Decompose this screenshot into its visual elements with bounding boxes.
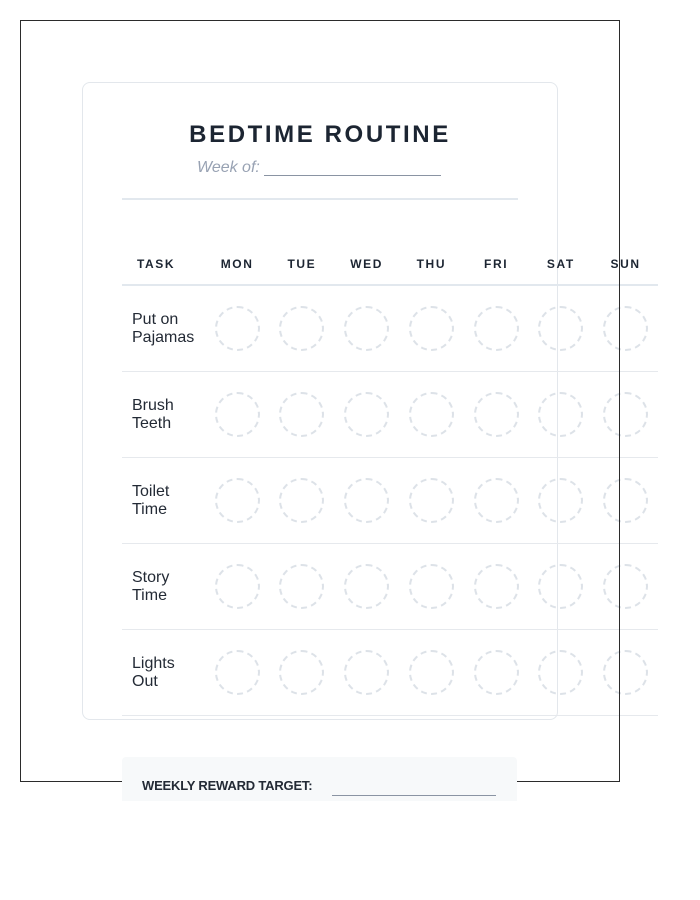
check-circle-sat[interactable] — [538, 478, 583, 523]
cell-wed — [334, 650, 399, 695]
cell-sat — [528, 650, 593, 695]
cell-thu — [399, 392, 464, 437]
check-circle-fri[interactable] — [474, 478, 519, 523]
check-circle-wed[interactable] — [344, 478, 389, 523]
cell-tue — [269, 392, 334, 437]
check-circle-wed[interactable] — [344, 564, 389, 609]
task-label — [122, 311, 205, 347]
check-circle-sun[interactable] — [603, 306, 648, 351]
column-header-mon: MON — [220, 257, 254, 271]
cell-sun — [593, 306, 658, 351]
check-circle-wed[interactable] — [344, 306, 389, 351]
check-circle-sun[interactable] — [603, 392, 648, 437]
cell-tue — [269, 650, 334, 695]
column-header-sat: SAT — [546, 257, 575, 271]
check-circle-mon[interactable] — [215, 564, 260, 609]
task-label-line2: Out — [132, 672, 158, 690]
task-label-line1: Story — [132, 568, 170, 586]
check-circle-fri[interactable] — [474, 650, 519, 695]
task-label-line1: Toilet — [132, 482, 170, 500]
check-circle-mon[interactable] — [215, 478, 260, 523]
check-circle-tue[interactable] — [279, 650, 324, 695]
check-circle-sat[interactable] — [538, 392, 583, 437]
cell-wed — [334, 478, 399, 523]
check-circle-sat[interactable] — [538, 564, 583, 609]
check-circle-mon[interactable] — [215, 306, 260, 351]
cell-wed — [334, 306, 399, 351]
cell-mon — [205, 564, 270, 609]
check-circle-thu[interactable] — [409, 392, 454, 437]
cell-sat — [528, 564, 593, 609]
cell-thu — [399, 650, 464, 695]
check-circle-tue[interactable] — [279, 392, 324, 437]
task-label-line2: Time — [132, 500, 167, 518]
column-header-wed: WED — [350, 257, 383, 271]
check-circle-wed[interactable] — [344, 392, 389, 437]
cell-sun — [593, 392, 658, 437]
table-row — [122, 630, 658, 716]
cell-wed — [334, 392, 399, 437]
check-circle-tue[interactable] — [279, 306, 324, 351]
check-circle-tue[interactable] — [279, 478, 324, 523]
cell-sat — [528, 392, 593, 437]
check-circle-mon[interactable] — [215, 650, 260, 695]
table-header — [122, 244, 658, 286]
cell-sun — [593, 650, 658, 695]
task-label-line1: Brush — [132, 396, 174, 414]
page-title: BEDTIME ROUTINE — [189, 121, 451, 148]
weekly-reward-label: WEEKLY REWARD TARGET: — [142, 778, 313, 793]
cell-fri — [464, 478, 529, 523]
cell-sun — [593, 478, 658, 523]
check-circle-fri[interactable] — [474, 392, 519, 437]
routine-table — [122, 244, 658, 716]
task-label — [122, 483, 205, 519]
cell-thu — [399, 564, 464, 609]
check-circle-tue[interactable] — [279, 564, 324, 609]
cell-tue — [269, 478, 334, 523]
check-circle-thu[interactable] — [409, 306, 454, 351]
task-label-line2: Time — [132, 586, 167, 604]
check-circle-sun[interactable] — [603, 564, 648, 609]
cell-thu — [399, 478, 464, 523]
table-row — [122, 372, 658, 458]
column-header-task: TASK — [137, 257, 176, 271]
check-circle-sat[interactable] — [538, 650, 583, 695]
header-divider — [122, 198, 518, 200]
cell-fri — [464, 650, 529, 695]
check-circle-wed[interactable] — [344, 650, 389, 695]
task-label — [122, 569, 205, 605]
cell-mon — [205, 392, 270, 437]
check-circle-sun[interactable] — [603, 650, 648, 695]
weekly-reward-input-line[interactable] — [332, 794, 496, 796]
check-circle-sun[interactable] — [603, 478, 648, 523]
check-circle-fri[interactable] — [474, 306, 519, 351]
week-of-field[interactable] — [197, 158, 441, 178]
cell-fri — [464, 392, 529, 437]
task-label-line2: Pajamas — [132, 328, 195, 346]
check-circle-thu[interactable] — [409, 478, 454, 523]
cell-thu — [399, 306, 464, 351]
cell-tue — [269, 564, 334, 609]
cell-mon — [205, 306, 270, 351]
week-of-input-line[interactable] — [264, 174, 441, 176]
task-label — [122, 397, 205, 433]
column-header-fri: FRI — [484, 257, 509, 271]
cell-sat — [528, 478, 593, 523]
week-of-label: Week of: — [197, 159, 260, 176]
check-circle-thu[interactable] — [409, 564, 454, 609]
cell-sat — [528, 306, 593, 351]
table-row — [122, 458, 658, 544]
cell-tue — [269, 306, 334, 351]
table-row — [122, 544, 658, 630]
cell-mon — [205, 478, 270, 523]
task-label-line1: Lights — [132, 654, 175, 672]
check-circle-mon[interactable] — [215, 392, 260, 437]
table-row — [122, 286, 658, 372]
task-label-line1: Put on — [132, 310, 179, 328]
check-circle-sat[interactable] — [538, 306, 583, 351]
weekly-reward-box — [122, 757, 517, 801]
column-header-thu: THU — [416, 257, 447, 271]
cell-sun — [593, 564, 658, 609]
task-label — [122, 655, 205, 691]
cell-fri — [464, 306, 529, 351]
column-header-tue: TUE — [287, 257, 317, 271]
check-circle-thu[interactable] — [409, 650, 454, 695]
column-header-sun: SUN — [610, 257, 641, 271]
cell-mon — [205, 650, 270, 695]
cell-wed — [334, 564, 399, 609]
task-label-line2: Teeth — [132, 414, 172, 432]
check-circle-fri[interactable] — [474, 564, 519, 609]
cell-fri — [464, 564, 529, 609]
